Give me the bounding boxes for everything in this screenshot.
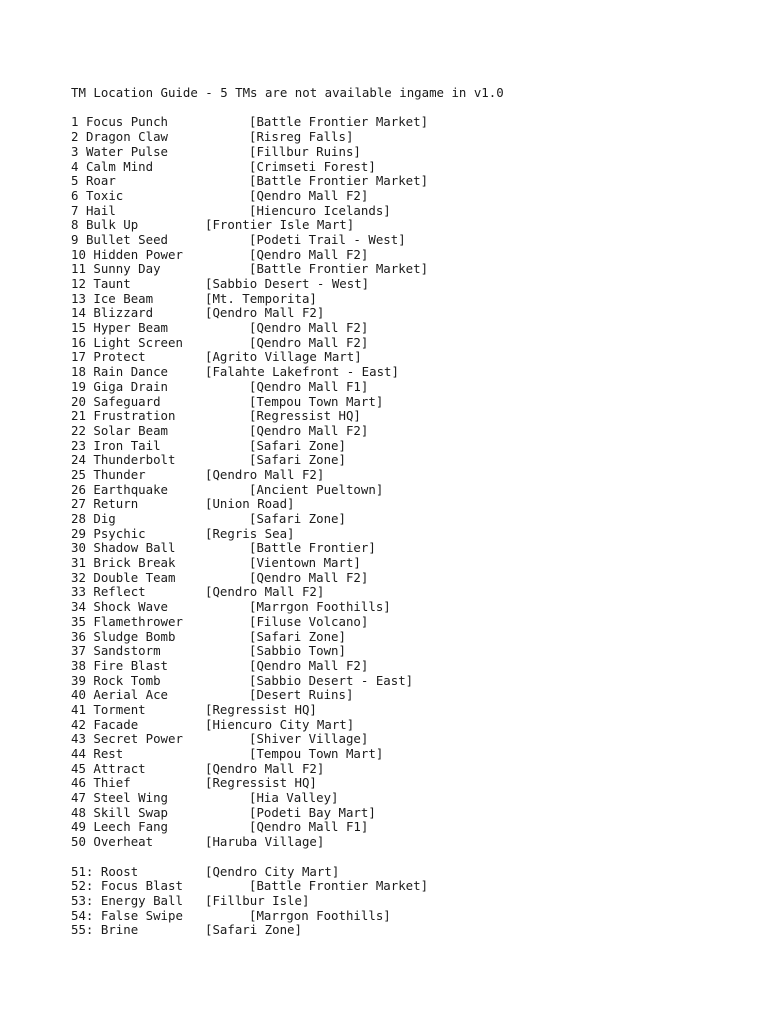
tm-move-name: Sunny Day	[93, 261, 161, 277]
tm-location: [Tempou Town Mart]	[249, 746, 384, 762]
tm-move-name: Sludge Bomb	[93, 628, 176, 644]
tm-number: 31	[71, 555, 86, 571]
tm-move-name: Toxic	[85, 187, 124, 203]
tm-move-name: Blizzard	[93, 305, 154, 321]
tm-move-name: Attract	[93, 760, 146, 776]
tm-number: 23	[71, 437, 86, 453]
tm-number: 11	[71, 261, 86, 277]
tm-row	[71, 791, 751, 806]
tm-number: 20	[71, 393, 86, 409]
tm-move-name: Earthquake	[93, 481, 168, 497]
tm-move-name: Rock Tomb	[93, 672, 161, 688]
tm-location: [Sabbio Desert - West]	[205, 276, 370, 292]
tm-location: [Frontier Isle Mart]	[205, 217, 355, 233]
tm-number: 18	[71, 364, 86, 380]
tm-row	[71, 688, 751, 703]
tm-location: [Regressist HQ]	[249, 408, 361, 424]
tm-location: [Qendro Mall F2]	[205, 305, 325, 321]
tm-move-name: Torment	[93, 701, 146, 717]
tm-row	[71, 248, 751, 263]
tm-number: 1	[71, 114, 79, 130]
document-title: TM Location Guide - 5 TMs are not available ingame in v1.0	[71, 85, 504, 100]
tm-location: [Marrgon Foothills]	[249, 599, 391, 615]
tm-number: 28	[71, 511, 86, 527]
tm-number: 36	[71, 628, 86, 644]
tm-location: [Hia Valley]	[249, 790, 339, 806]
tm-row	[71, 894, 751, 909]
tm-move-name: Dragon Claw	[85, 129, 168, 145]
tm-row	[71, 556, 751, 571]
tm-number: 44	[71, 746, 86, 762]
tm-location: [Safari Zone]	[249, 628, 346, 644]
tm-move-name: Focus Punch	[85, 114, 168, 130]
tm-row	[71, 747, 751, 762]
tm-number: 3	[71, 143, 79, 159]
tm-row	[71, 424, 751, 439]
tm-location: [Safari Zone]	[249, 452, 346, 468]
tm-location: [Ancient Pueltown]	[249, 481, 384, 497]
tm-move-name: Bullet Seed	[85, 231, 168, 247]
tm-move-name: False Swipe	[100, 907, 183, 923]
tm-move-name: Roost	[100, 863, 139, 879]
tm-number: 17	[71, 349, 86, 365]
tm-location: [Regris Sea]	[205, 525, 295, 541]
tm-number: 15	[71, 320, 86, 336]
tm-row	[71, 321, 751, 336]
tm-number: 29	[71, 525, 86, 541]
tm-location: [Battle Frontier Market]	[249, 261, 429, 277]
section-gap	[71, 850, 751, 865]
tm-row	[71, 277, 751, 292]
tm-number: 2	[71, 129, 79, 145]
tm-number: 26	[71, 481, 86, 497]
tm-number: 5	[71, 173, 79, 189]
tm-location: [Regressist HQ]	[205, 775, 317, 791]
tm-row	[71, 776, 751, 791]
tm-guide-document	[71, 86, 751, 938]
tm-number: 45	[71, 760, 86, 776]
tm-move-name: Return	[93, 496, 139, 512]
tm-location: [Union Road]	[205, 496, 295, 512]
extra-tm-list	[71, 865, 751, 938]
tm-row	[71, 820, 751, 835]
tm-number: 54:	[71, 907, 94, 923]
tm-move-name: Fire Blast	[93, 657, 168, 673]
tm-number: 42	[71, 716, 86, 732]
tm-row	[71, 497, 751, 512]
tm-move-name: Brine	[100, 922, 139, 938]
tm-number: 37	[71, 643, 86, 659]
tm-row	[71, 336, 751, 351]
tm-location: [Safari Zone]	[205, 922, 302, 938]
tm-number: 10	[71, 246, 86, 262]
tm-move-name: Thief	[93, 775, 131, 791]
tm-row	[71, 218, 751, 233]
tm-location: [Podeti Bay Mart]	[249, 804, 376, 820]
tm-number: 9	[71, 231, 79, 247]
tm-location: [Fillbur Ruins]	[249, 143, 361, 159]
tm-location: [Qendro Mall F2]	[249, 422, 369, 438]
tm-number: 48	[71, 804, 86, 820]
tm-number: 34	[71, 599, 86, 615]
tm-row	[71, 879, 751, 894]
tm-location: [Falahte Lakefront - East]	[205, 364, 399, 380]
tm-location: [Battle Frontier Market]	[249, 114, 429, 130]
tm-move-name: Hyper Beam	[93, 320, 168, 336]
tm-row	[71, 380, 751, 395]
tm-location: [Vientown Mart]	[249, 555, 361, 571]
tm-move-name: Steel Wing	[93, 790, 168, 806]
tm-row	[71, 732, 751, 747]
tm-move-name: Thunder	[93, 466, 146, 482]
tm-move-name: Overheat	[93, 834, 154, 850]
tm-move-name: Bulk Up	[85, 217, 139, 233]
tm-row	[71, 439, 751, 454]
tm-row	[71, 395, 751, 410]
tm-location: [Desert Ruins]	[249, 687, 354, 703]
tm-location: [Agrito Village Mart]	[205, 349, 362, 365]
tm-location: [Hiencuro City Mart]	[205, 716, 355, 732]
tm-location: [Qendro Mall F2]	[249, 657, 369, 673]
tm-location: [Qendro Mall F2]	[205, 466, 325, 482]
tm-row	[71, 204, 751, 219]
tm-number: 24	[71, 452, 86, 468]
tm-row	[71, 923, 751, 938]
tm-location: [Safari Zone]	[249, 511, 346, 527]
tm-number: 21	[71, 408, 86, 424]
tm-row	[71, 527, 751, 542]
tm-number: 19	[71, 378, 86, 394]
tm-number: 51:	[71, 863, 94, 879]
tm-row	[71, 350, 751, 365]
tm-row	[71, 718, 751, 733]
tm-row	[71, 762, 751, 777]
tm-move-name: Safeguard	[93, 393, 161, 409]
tm-row	[71, 483, 751, 498]
tm-number: 6	[71, 187, 79, 203]
tm-move-name: Aerial Ace	[93, 687, 168, 703]
tm-location: [Haruba Village]	[205, 834, 325, 850]
tm-row	[71, 292, 751, 307]
tm-number: 7	[71, 202, 79, 218]
tm-row	[71, 674, 751, 689]
tm-row	[71, 865, 751, 880]
tm-number: 39	[71, 672, 86, 688]
tm-number: 22	[71, 422, 86, 438]
tm-move-name: Flamethrower	[93, 613, 183, 629]
tm-row	[71, 174, 751, 189]
tm-row	[71, 409, 751, 424]
tm-row	[71, 600, 751, 615]
tm-row	[71, 262, 751, 277]
tm-row	[71, 644, 751, 659]
tm-location: [Qendro Mall F2]	[249, 187, 369, 203]
tm-row	[71, 835, 751, 850]
tm-location: [Hiencuro Icelands]	[249, 202, 391, 218]
tm-number: 52:	[71, 878, 94, 894]
tm-number: 55:	[71, 922, 94, 938]
tm-row	[71, 585, 751, 600]
tm-location: [Qendro Mall F2]	[249, 246, 369, 262]
tm-row	[71, 468, 751, 483]
tm-location: [Regressist HQ]	[205, 701, 317, 717]
tm-number: 38	[71, 657, 86, 673]
tm-move-name: Double Team	[93, 569, 176, 585]
tm-row	[71, 909, 751, 924]
tm-row	[71, 541, 751, 556]
tm-number: 41	[71, 701, 86, 717]
tm-location: [Podeti Trail - West]	[249, 231, 406, 247]
tm-row	[71, 806, 751, 821]
tm-row	[71, 512, 751, 527]
tm-move-name: Hidden Power	[93, 246, 183, 262]
tm-row	[71, 233, 751, 248]
tm-move-name: Dig	[93, 511, 116, 527]
tm-location: [Marrgon Foothills]	[249, 907, 391, 923]
tm-number: 33	[71, 584, 86, 600]
tm-move-name: Focus Blast	[100, 878, 183, 894]
tm-location: [Battle Frontier]	[249, 540, 376, 556]
tm-number: 32	[71, 569, 86, 585]
tm-location: [Qendro Mall F2]	[205, 760, 325, 776]
tm-row	[71, 306, 751, 321]
tm-row	[71, 189, 751, 204]
tm-location: [Qendro Mall F2]	[249, 320, 369, 336]
tm-number: 47	[71, 790, 86, 806]
tm-location: [Qendro Mall F2]	[249, 334, 369, 350]
tm-location: [Safari Zone]	[249, 437, 346, 453]
tm-row	[71, 130, 751, 145]
tm-location: [Sabbio Town]	[249, 643, 346, 659]
tm-row	[71, 703, 751, 718]
tm-location: [Sabbio Desert - East]	[249, 672, 414, 688]
tm-location: [Battle Frontier Market]	[249, 173, 429, 189]
tm-move-name: Taunt	[93, 276, 131, 292]
tm-location: [Fillbur Isle]	[205, 892, 310, 908]
tm-row	[71, 571, 751, 586]
tm-move-name: Shadow Ball	[93, 540, 176, 556]
tm-list	[71, 115, 751, 849]
tm-move-name: Hail	[85, 202, 116, 218]
tm-number: 40	[71, 687, 86, 703]
tm-number: 12	[71, 276, 86, 292]
tm-move-name: Roar	[85, 173, 116, 189]
tm-number: 49	[71, 819, 86, 835]
tm-move-name: Facade	[93, 716, 139, 732]
tm-row	[71, 615, 751, 630]
tm-number: 53:	[71, 892, 94, 908]
tm-number: 35	[71, 613, 86, 629]
tm-row	[71, 453, 751, 468]
tm-number: 13	[71, 290, 86, 306]
tm-move-name: Calm Mind	[85, 158, 154, 174]
tm-location: [Qendro Mall F2]	[205, 584, 325, 600]
tm-move-name: Frustration	[93, 408, 176, 424]
tm-move-name: Rain Dance	[93, 364, 168, 380]
tm-location: [Qendro Mall F1]	[249, 819, 369, 835]
tm-number: 25	[71, 466, 86, 482]
tm-move-name: Leech Fang	[93, 819, 168, 835]
tm-move-name: Protect	[93, 349, 146, 365]
tm-location: [Crimseti Forest]	[249, 158, 376, 174]
tm-number: 8	[71, 217, 79, 233]
tm-number: 4	[71, 158, 79, 174]
tm-location: [Filuse Volcano]	[249, 613, 369, 629]
tm-row	[71, 365, 751, 380]
tm-row	[71, 115, 751, 130]
tm-row	[71, 659, 751, 674]
tm-move-name: Skill Swap	[93, 804, 168, 820]
tm-move-name: Giga Drain	[93, 378, 168, 394]
tm-number: 14	[71, 305, 86, 321]
tm-location: [Tempou Town Mart]	[249, 393, 384, 409]
tm-number: 27	[71, 496, 86, 512]
tm-location: [Qendro Mall F2]	[249, 569, 369, 585]
tm-location: [Shiver Village]	[249, 731, 369, 747]
tm-number: 16	[71, 334, 86, 350]
tm-move-name: Rest	[93, 746, 124, 762]
tm-move-name: Thunderbolt	[93, 452, 176, 468]
tm-row	[71, 145, 751, 160]
tm-location: [Battle Frontier Market]	[249, 878, 429, 894]
tm-row	[71, 630, 751, 645]
tm-move-name: Secret Power	[93, 731, 183, 747]
tm-location: [Risreg Falls]	[249, 129, 354, 145]
tm-number: 30	[71, 540, 86, 556]
tm-move-name: Light Screen	[93, 334, 183, 350]
tm-move-name: Water Pulse	[85, 143, 168, 159]
tm-move-name: Ice Beam	[93, 290, 154, 306]
tm-number: 43	[71, 731, 86, 747]
tm-move-name: Iron Tail	[93, 437, 161, 453]
tm-location: [Qendro Mall F1]	[249, 378, 369, 394]
tm-move-name: Energy Ball	[100, 892, 183, 908]
tm-move-name: Brick Break	[93, 555, 176, 571]
tm-move-name: Reflect	[93, 584, 146, 600]
tm-move-name: Solar Beam	[93, 422, 168, 438]
tm-move-name: Psychic	[93, 525, 146, 541]
tm-move-name: Shock Wave	[93, 599, 168, 615]
tm-location: [Qendro City Mart]	[205, 863, 340, 879]
tm-row	[71, 160, 751, 175]
tm-move-name: Sandstorm	[93, 643, 161, 659]
tm-number: 50	[71, 834, 86, 850]
tm-number: 46	[71, 775, 86, 791]
tm-location: [Mt. Temporita]	[205, 290, 317, 306]
